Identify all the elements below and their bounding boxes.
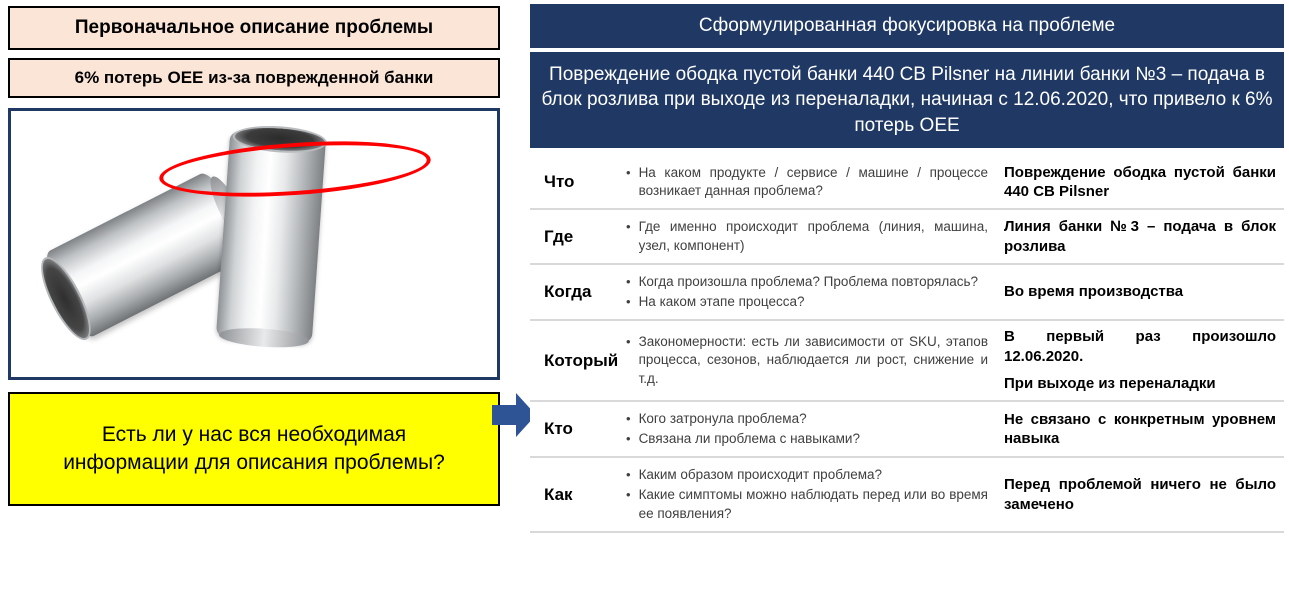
bullet-icon: • [626, 487, 631, 503]
table-row [530, 320, 1284, 401]
prompt-text: Кого затронула проблема? [638, 410, 807, 426]
problem-statement: Повреждение ободка пустой банки 440 CB Pilsner на линии банки №3 – подача в блок розлива при выходе из переналадки, начиная с 12.06.2020, что привело к 6% потерь OEE [530, 52, 1284, 148]
row-key: Кто [530, 401, 618, 457]
table-row [530, 457, 1284, 532]
damaged-can-photo [8, 108, 500, 380]
row-answer [996, 264, 1284, 320]
answer-text: Линия банки №3 – подача в блок розлива [1004, 218, 1276, 255]
bullet-icon: • [626, 431, 631, 447]
row-key: Когда [530, 264, 618, 320]
prompt-text: Какие симптомы можно наблюдать перед или во время ее появления? [638, 487, 988, 521]
row-answer [996, 401, 1284, 457]
prompt-bullet [626, 486, 988, 522]
prompt-bullet [626, 466, 988, 484]
prompt-text: Где именно происходит проблема (линия, машина, узел, компонент) [638, 219, 988, 253]
row-answer [996, 320, 1284, 401]
bullet-icon: • [626, 294, 631, 310]
row-prompts [618, 457, 996, 532]
bullet-icon: • [626, 467, 631, 483]
question-line-1: Есть ли у нас вся необходимая [101, 422, 407, 446]
prompt-bullet [626, 430, 988, 448]
row-answer [996, 209, 1284, 263]
answer-text: Повреждение ободка пустой банки 440 CB Pilsner [1004, 163, 1276, 201]
prompt-bullet [626, 218, 988, 254]
prompt-text: Закономерности: есть ли зависимости от SKU, этапов процесса, сезонов, наблюдается ли рост, снижение и т.д. [638, 334, 988, 386]
row-answer [996, 457, 1284, 532]
row-key: Как [530, 457, 618, 532]
defect-highlight-ellipse [158, 134, 433, 205]
row-key: Где [530, 209, 618, 263]
question-callout [8, 392, 500, 506]
answer-text: Перед проблемой ничего не было замечено [1004, 476, 1276, 513]
bullet-icon: • [626, 334, 631, 350]
row-prompts [618, 401, 996, 457]
prompt-bullet [626, 333, 988, 388]
prompt-bullet [626, 273, 988, 291]
table-row [530, 209, 1284, 263]
prompt-bullet [626, 164, 988, 200]
answer-text: Не связано с конкретным уровнем навыка [1004, 410, 1276, 448]
table-row [530, 264, 1284, 320]
prompt-bullet [626, 293, 988, 311]
bullet-icon: • [626, 410, 631, 426]
row-prompts [618, 209, 996, 263]
prompt-text: На каком продукте / сервисе / машине / процессе возникает данная проблема? [638, 165, 988, 199]
prompt-text: Связана ли проблема с навыками? [638, 431, 860, 447]
answer-text: В первый раз произошло 12.06.2020. [1004, 328, 1276, 365]
bullet-icon: • [626, 165, 631, 180]
focused-problem-title: Сформулированная фокусировка на проблеме [530, 4, 1284, 50]
row-answer [996, 156, 1284, 209]
prompt-bullet [626, 410, 988, 428]
row-prompts [618, 156, 996, 209]
table-row [530, 156, 1284, 209]
row-prompts [618, 320, 996, 401]
prompt-text: На каком этапе процесса? [638, 294, 805, 310]
initial-problem-title: Первоначальное описание проблемы [8, 6, 500, 50]
row-prompts [618, 264, 996, 320]
row-key: Который [530, 320, 618, 401]
5w1h-table [530, 156, 1284, 533]
prompt-text: Каким образом происходит проблема? [638, 467, 883, 483]
initial-problem-panel [8, 6, 500, 598]
prompt-text: Когда произошла проблема? Проблема повторялась? [638, 273, 979, 289]
bullet-icon: • [626, 273, 631, 289]
answer-text: При выходе из переналадки [1004, 375, 1216, 393]
question-line-2: информации для описания проблемы? [63, 451, 445, 474]
bullet-icon: • [626, 219, 631, 235]
table-row [530, 401, 1284, 457]
initial-problem-subtitle: 6% потерь OEE из-за поврежденной банки [8, 58, 500, 98]
row-key: Что [530, 156, 618, 209]
focused-problem-panel [530, 4, 1284, 602]
answer-text: Во время производства [1004, 283, 1184, 301]
